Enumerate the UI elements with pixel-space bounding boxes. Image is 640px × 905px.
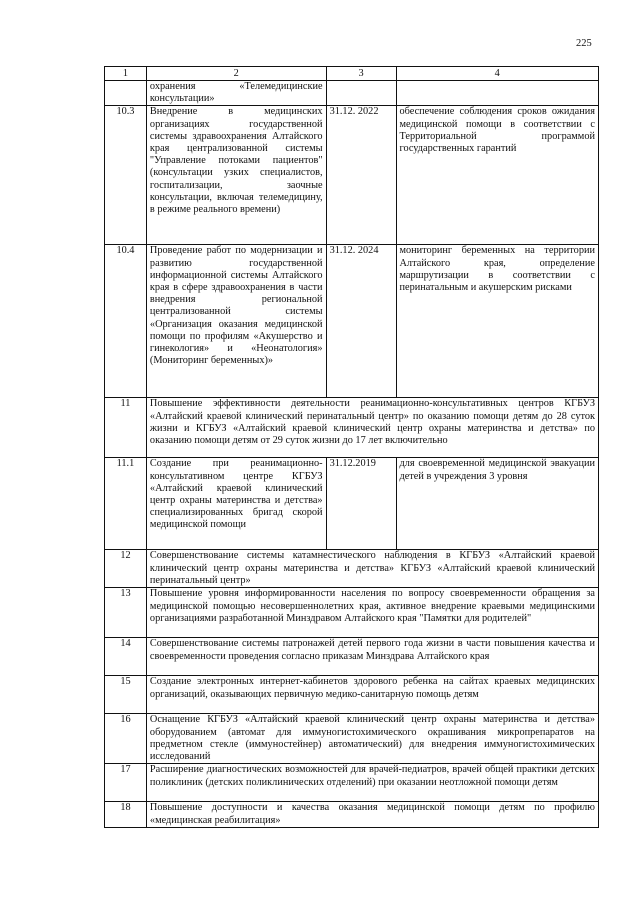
result-text: для своевременной медицинской эвакуации детей в учреждения 3 уровня — [396, 458, 599, 550]
header-cell: 1 — [105, 67, 147, 81]
row-number: 14 — [105, 638, 147, 676]
deadline: 31.12.2019 — [326, 458, 396, 550]
table-row — [105, 81, 599, 106]
header-cell: 3 — [326, 67, 396, 81]
measures-table — [104, 66, 599, 828]
row-number — [105, 81, 147, 106]
table-row — [105, 245, 599, 398]
table-row — [105, 638, 599, 676]
table-row — [105, 714, 599, 764]
deadline: 31.12. 2022 — [326, 106, 396, 245]
table-row — [105, 676, 599, 714]
row-number: 15 — [105, 676, 147, 714]
row-number: 11.1 — [105, 458, 147, 550]
row-number: 16 — [105, 714, 147, 764]
row-number: 13 — [105, 588, 147, 638]
row-number: 18 — [105, 802, 147, 828]
measure-text: Повышение доступности и качества оказания медицинской помощи детям по профилю «медицинская реабилитация» — [146, 802, 598, 828]
measure-text: охранения «Телемедицинские консультации» — [146, 81, 326, 106]
table-row — [105, 458, 599, 550]
table-row — [105, 106, 599, 245]
result-text: мониторинг беременных на территории Алтайского края, определение маршрутизации в соответствии с перинатальным и акушерским рисками — [396, 245, 599, 398]
header-cell: 2 — [146, 67, 326, 81]
row-number: 11 — [105, 398, 147, 458]
measure-text: Создание электронных интернет-кабинетов здорового ребенка на сайтах краевых медицинских организаций, оказывающих первичную медико-санитарную помощь детям — [146, 676, 598, 714]
measure-text: Расширение диагностических возможностей для врачей-педиатров, врачей общей практики детских поликлиник (детских поликлинических отделений) при оказании неотложной помощи детям — [146, 764, 598, 802]
header-cell: 4 — [396, 67, 599, 81]
table-row — [105, 398, 599, 458]
row-number: 10.4 — [105, 245, 147, 398]
measure-text: Проведение работ по модернизации и развитию государственной информационной системы Алтайского края в сфере здравоохранения в части внедрения региональной централизованной системы «Организация оказания медицинской помощи по профилям «Акушерство и гинекология» и «Неонатология» (Мониторинг беременных)» — [146, 245, 326, 398]
measure-text: Повышение уровня информированности населения по вопросу своевременности обращения за медицинской помощью несовершеннолетних края, активное внедрение краевыми медицинскими организациями разработанной Минздравом Алтайского края "Памятки для родителей" — [146, 588, 598, 638]
measure-text: Совершенствование системы катамнестического наблюдения в КГБУЗ «Алтайский краевой клинический центр охраны материнства и детства» КГБУЗ «Алтайский краевой клинический перинатальный центр» — [146, 550, 598, 588]
deadline: 31.12. 2024 — [326, 245, 396, 398]
measure-text: Создание при реанимационно-консультативном центре КГБУЗ «Алтайский краевой клинический центр охраны материнства и детства» специализированных бригад скорой медицинской помощи — [146, 458, 326, 550]
measure-text: Внедрение в медицинских организациях государственной системы здравоохранения Алтайского края централизованной системы "Управление потоками пациентов" (консультации узких специалистов, госпитализации, заочные консультации, включая телемедицину, в режиме реального времени) — [146, 106, 326, 245]
measure-text: Повышение эффективности деятельности реанимационно-консультативных центров КГБУЗ «Алтайский краевой клинический перинатальный центр» по оказанию помощи детям до 28 суток жизни и КГБУЗ «Алтайский краевой клинический центр охраны материнства и детства» по оказанию помощи детям от 29 суток жизни до 17 лет включительно — [146, 398, 598, 458]
row-number: 17 — [105, 764, 147, 802]
table-header-row — [105, 67, 599, 81]
page-number: 225 — [576, 38, 592, 49]
table-row — [105, 802, 599, 828]
result-text — [396, 81, 599, 106]
table-row — [105, 588, 599, 638]
result-text: обеспечение соблюдения сроков ожидания медицинской помощи в соответствии с Территориальной программой государственных гарантий — [396, 106, 599, 245]
table-row — [105, 550, 599, 588]
row-number: 10.3 — [105, 106, 147, 245]
deadline — [326, 81, 396, 106]
row-number: 12 — [105, 550, 147, 588]
measure-text: Совершенствование системы патронажей детей первого года жизни в части повышения качества и своевременности проведения согласно приказам Минздрава Алтайского края — [146, 638, 598, 676]
table-row — [105, 764, 599, 802]
measure-text: Оснащение КГБУЗ «Алтайский краевой клинический центр охраны материнства и детства» оборудованием (автомат для иммуногистохимического окрашивания микропрепаратов на предметном стекле (иммуностейнер) автоматический) для внедрения иммуногистохимических исследований — [146, 714, 598, 764]
